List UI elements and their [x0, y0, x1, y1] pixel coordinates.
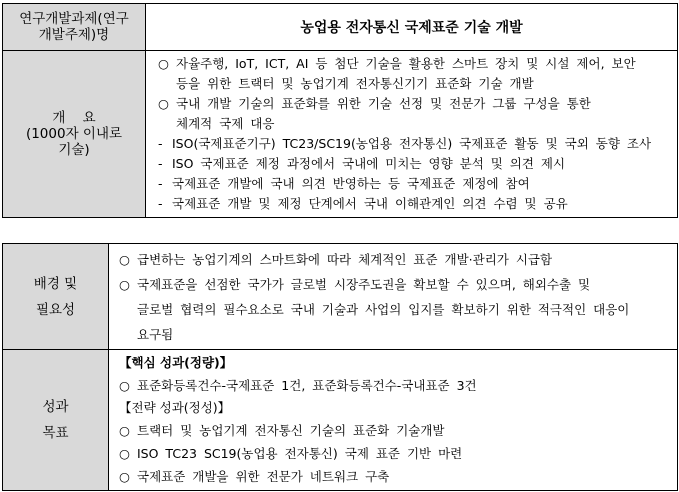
project-name-label: 연구개발과제(연구 개발주제)명 [3, 4, 146, 51]
overview-bullet: ○ 자율주행, IoT, ICT, AI 등 첨단 기술을 활용한 스마트 장치 및 시설 제어, 보안 등을 위한 트랙터 및 농업기계 전자통신기기 표준화 기술 개발 [158, 56, 636, 91]
goals-label: 성과 목표 [3, 350, 109, 491]
strategy-results-header: 【전략 성과(정성)】 [119, 400, 231, 415]
overview-bullet: ○ 국내 개발 기술의 표준화를 위한 기술 선정 및 전문가 그룹 구성을 통한 체계적 국제 대응 [158, 96, 591, 131]
background-label: 배경 및 필요성 [3, 244, 109, 350]
overview-dash-item: - 국제표준 개발에 국내 의견 반영하는 등 국제표준 제정에 참여 [158, 176, 530, 191]
core-result-item: ○ 표준화등록건수-국제표준 1건, 표준화등록건수-국내표준 3건 [119, 378, 477, 393]
strategy-result-item: ○ ISO TC23 SC19(농업용 전자통신) 국제 표준 기반 마련 [119, 446, 463, 461]
overview-dash-item: - ISO(국제표준기구) TC23/SC19(농업용 전자통신) 국제표준 활동 및 국외 동향 조사 [158, 136, 652, 151]
strategy-result-item: ○ 국제표준 개발을 위한 전문가 네트워크 구축 [119, 469, 390, 484]
overview-label: 개 요 (1000자 이내로 기술) [3, 51, 146, 218]
background-goals-table [2, 243, 678, 491]
overview-content [146, 51, 678, 218]
background-item: ○ 국제표준을 선점한 국가가 글로벌 시장주도권을 확보할 수 있으며, 해외수출 및 글로벌 협력의 필수요소로 국내 기술과 사업의 입지를 확보하기 위한 적극적인 대응이 요구됨 [119, 276, 630, 342]
project-title: 농업용 전자통신 국제표준 기술 개발 [146, 4, 678, 51]
background-content [109, 244, 678, 350]
goals-content [109, 350, 678, 491]
strategy-result-item: ○ 트랙터 및 농업기계 전자통신 기술의 표준화 기술개발 [119, 423, 445, 438]
project-info-table [2, 3, 678, 218]
overview-dash-item: - ISO 국제표준 제정 과정에서 국내에 미치는 영향 분석 및 의견 제시 [158, 156, 566, 171]
background-item: ○ 급변하는 농업기계의 스마트화에 따라 체계적인 표준 개발·관리가 시급함 [119, 251, 553, 267]
core-results-header: 【핵심 성과(정량)】 [119, 355, 233, 370]
overview-dash-item: - 국제표준 개발 및 제정 단계에서 국내 이해관계인 의견 수렴 및 공유 [158, 196, 568, 211]
